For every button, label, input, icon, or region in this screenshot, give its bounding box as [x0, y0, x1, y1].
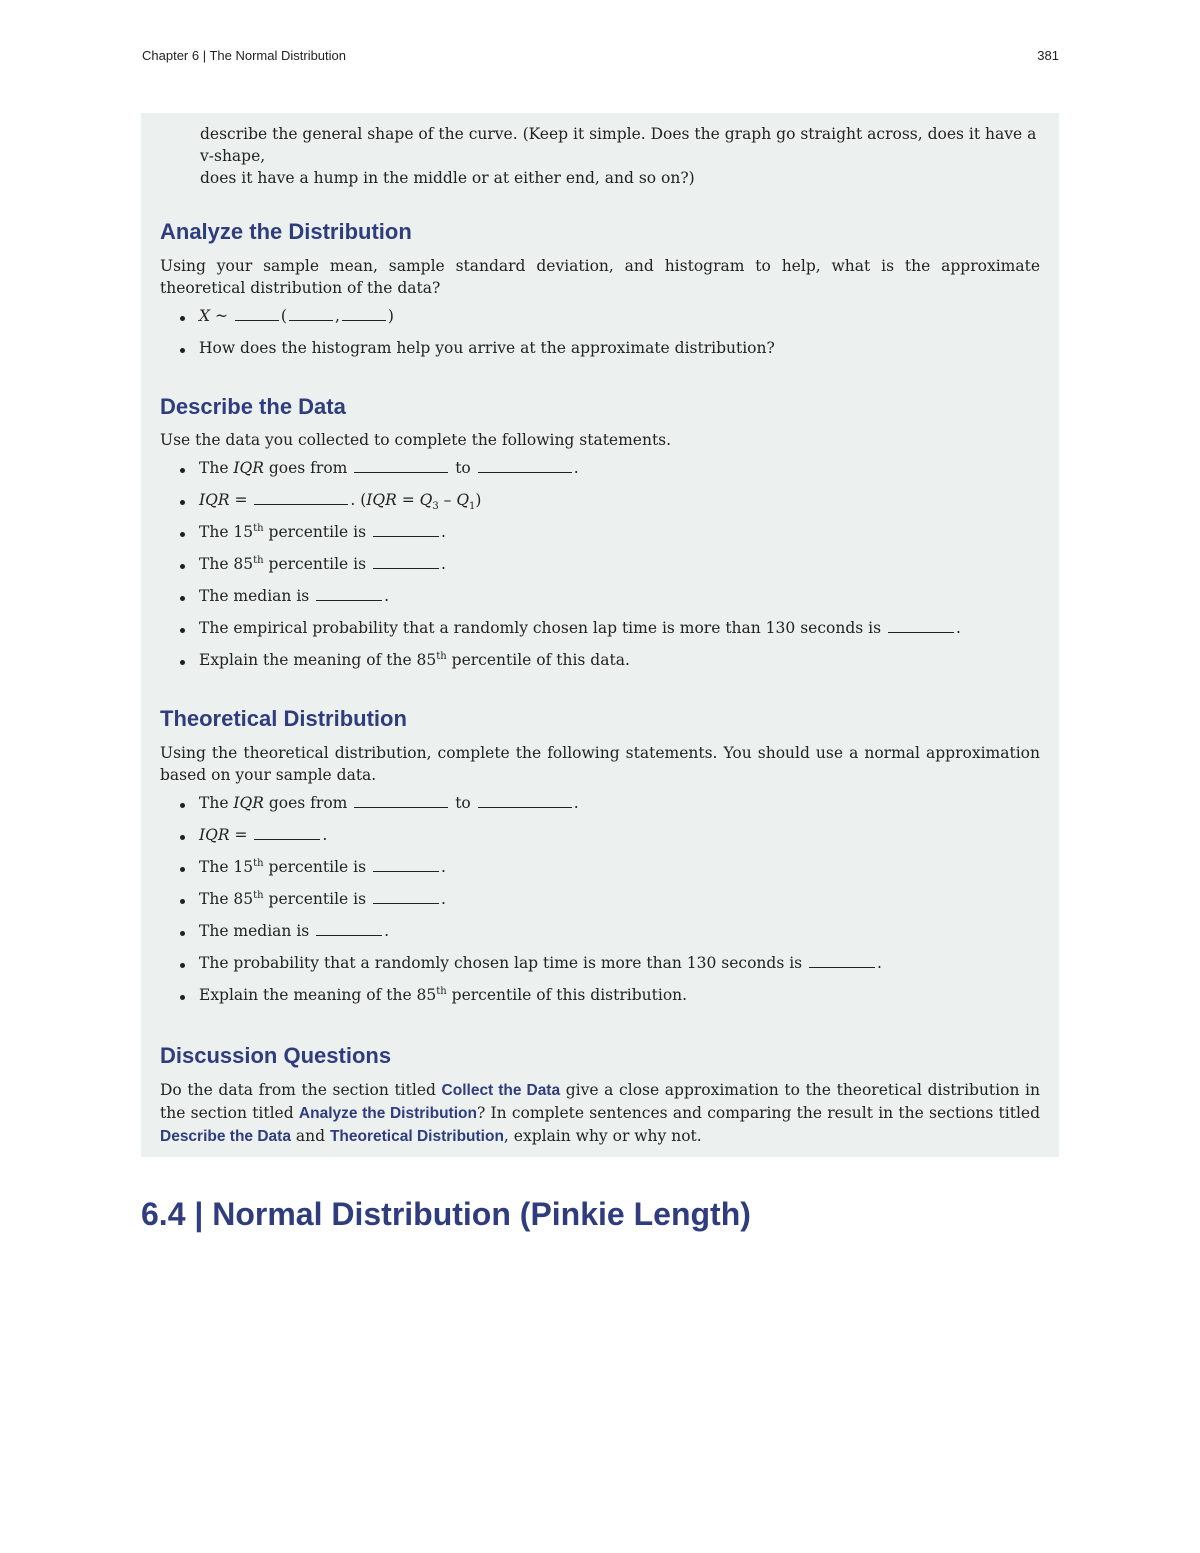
describe-paragraph: Use the data you collected to complete the following statements. — [160, 431, 672, 449]
tilde: ~ — [210, 307, 233, 325]
list-item: Explain the meaning of the 85th percentile of this distribution. — [160, 984, 1040, 1016]
list-item: The median is . — [160, 920, 1040, 952]
list-item: The empirical probability that a randomly chosen lap time is more than 130 seconds is . — [160, 617, 1040, 649]
list-item: The 15th percentile is . — [160, 856, 1040, 888]
describe-list — [160, 457, 1040, 681]
list-item: IQR = . — [160, 824, 1040, 856]
chapter-title: Chapter 6 | The Normal Distribution — [142, 48, 347, 63]
link-describe-data[interactable]: Describe the Data — [160, 1128, 291, 1145]
heading-analyze: Analyze the Distribution — [160, 219, 412, 244]
analyze-list — [160, 305, 1040, 369]
list-item: X ~ ( , ) — [160, 305, 1040, 337]
blank — [235, 306, 279, 321]
lab-box — [141, 113, 1059, 1157]
blank — [342, 306, 386, 321]
page-number: 381 — [1037, 48, 1059, 63]
list-item: The IQR goes from to . — [160, 792, 1040, 824]
list-item: How does the histogram help you arrive at the approximate distribution? — [160, 337, 1040, 369]
theoretical-paragraph: Using the theoretical distribution, complete the following statements. You should use a normal approximation based on your sample data. — [160, 744, 1040, 784]
theoretical-list — [160, 792, 1040, 1016]
list-item: The 85th percentile is . — [160, 553, 1040, 585]
intro-line-2: does it have a hump in the middle or at either end, and so on?) — [200, 169, 695, 187]
list-item: The IQR goes from to . — [160, 457, 1040, 489]
blank — [289, 306, 333, 321]
running-header — [142, 48, 1059, 63]
link-theoretical-distribution[interactable]: Theoretical Distribution — [329, 1128, 504, 1145]
intro-line-1: describe the general shape of the curve. (Keep it simple. Does the graph go straight across, does it have a v-shape, — [200, 125, 1037, 165]
list-item: Explain the meaning of the 85th percentile of this data. — [160, 649, 1040, 681]
list-item: IQR = . $(IQR = Q_3 - Q_1)$ — [160, 489, 1040, 521]
list-item: The probability that a randomly chosen lap time is more than 130 seconds is . — [160, 952, 1040, 984]
var-x: X — [199, 307, 211, 325]
intro-continuation — [160, 118, 1040, 189]
list-item: The 85th percentile is . — [160, 888, 1040, 920]
discussion-paragraph: Do the data from the section titled Collect the Data give a close approximation to the theoretical distribution in the section titled Analyze the Distribution? In complete sentences and comparing the result in the sections titled Describe the Data and Theoretical Distribution, explain why or why not. — [160, 1081, 1040, 1145]
heading-describe: Describe the Data — [160, 394, 346, 419]
link-analyze-distribution[interactable]: Analyze the Distribution — [298, 1105, 477, 1122]
heading-discussion: Discussion Questions — [160, 1043, 392, 1068]
analyze-paragraph: Using your sample mean, sample standard deviation, and histogram to help, what is the approximate theoretical distribution of the data? — [160, 257, 1040, 297]
heading-theoretical: Theoretical Distribution — [160, 706, 407, 731]
list-item: The 15th percentile is . — [160, 521, 1040, 553]
list-item: The median is . — [160, 585, 1040, 617]
link-collect-data[interactable]: Collect the Data — [441, 1082, 561, 1099]
section-title: 6.4 | Normal Distribution (Pinkie Length) — [141, 1196, 751, 1232]
